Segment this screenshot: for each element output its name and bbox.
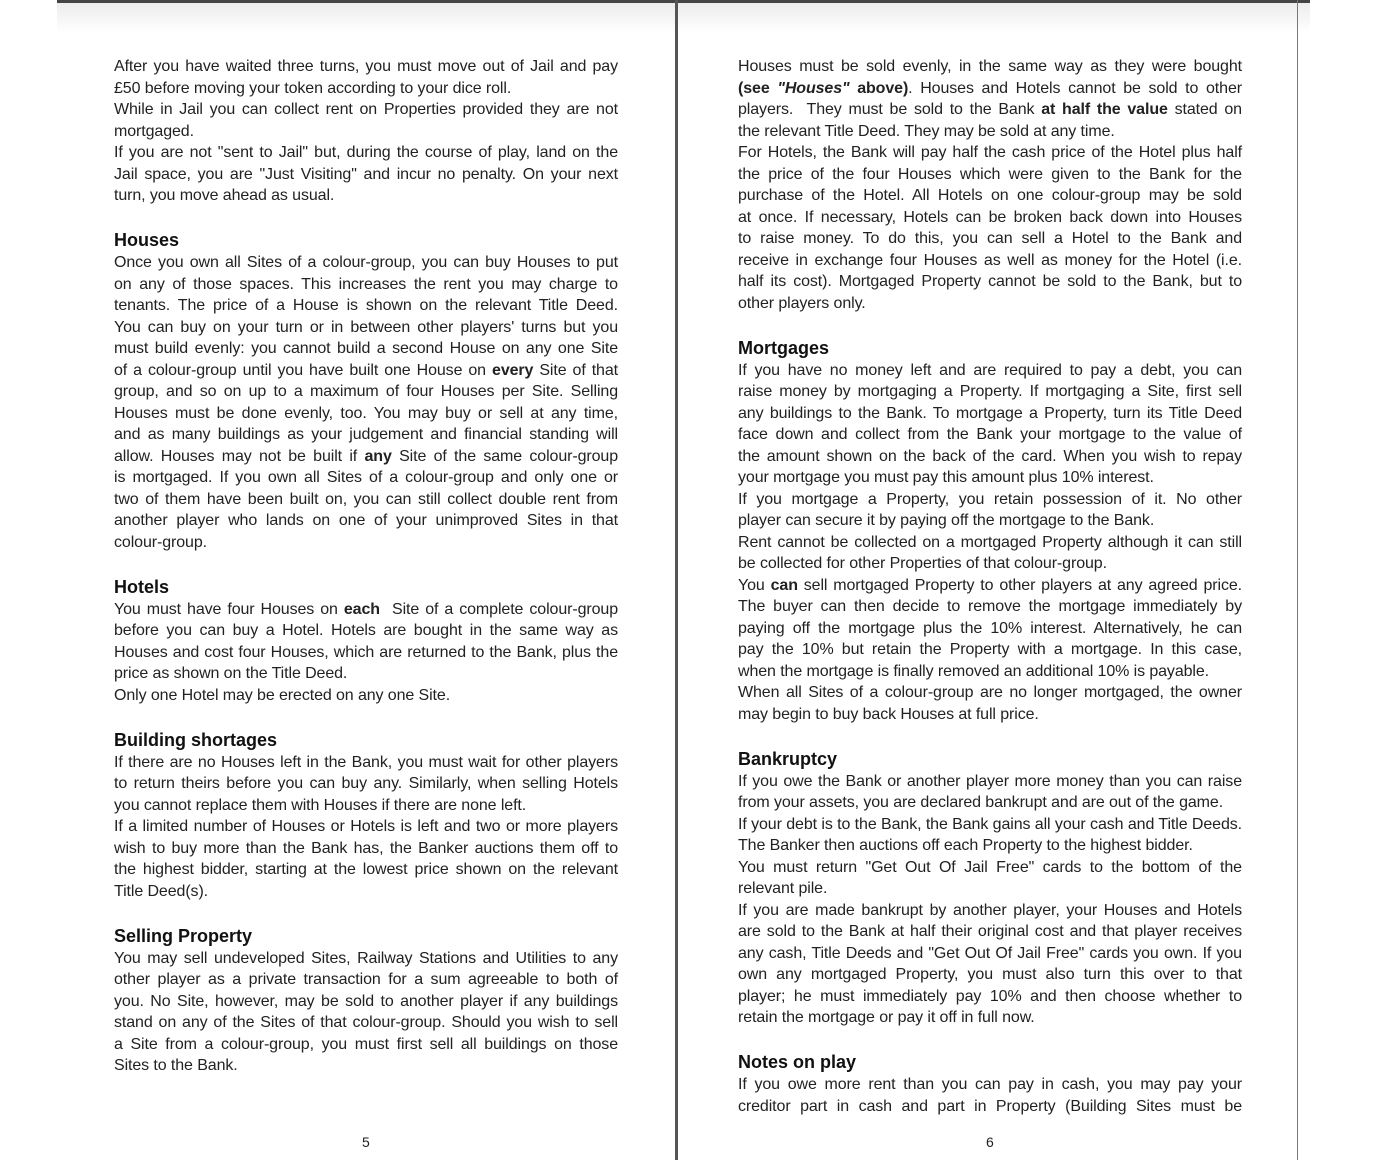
paragraph	[114, 752, 618, 817]
text-line: If you owe more rent than you can pay in cash, you may pay your	[738, 1076, 1242, 1093]
text-line: After you have waited three turns, you must move out of Jail and pay	[114, 58, 618, 75]
text-line: price as shown on the Title Deed.	[114, 665, 348, 682]
text-line: be collected for other Properties of that colour-group.	[738, 555, 1107, 572]
text-run: You	[738, 576, 771, 594]
text-line: If you are made bankrupt by another player, your Houses and Hotels	[738, 901, 1242, 919]
text-line: at once. If necessary, Hotels can be broken back down into Houses	[738, 208, 1242, 226]
page-number-5: 5	[362, 1134, 370, 1150]
text-line: before you can buy a Hotel. Hotels are bought in the same way as	[114, 622, 618, 639]
page-6-content	[738, 56, 1242, 1117]
text-line: is mortgaged. If you own all Sites of a colour-group and only one or	[114, 469, 618, 486]
emphasis-text: each	[343, 600, 380, 618]
paragraph	[114, 142, 618, 207]
section-heading: Selling Property	[114, 925, 253, 946]
section-heading: Building shortages	[114, 729, 278, 750]
text-line: any cash, Title Deeds and "Get Out Of Jail Free" cards you own. If you	[738, 944, 1242, 962]
text-run: . Houses and Hotels cannot be sold to other	[908, 79, 1242, 97]
text-line: are sold to the Bank at half their original cost and that player receives	[738, 923, 1242, 940]
text-line	[114, 360, 618, 382]
text-line: a Site from a colour-group, you must first sell all buildings on those	[114, 1035, 618, 1053]
text-line: the price of the four Houses which were given to the Bank for the	[738, 165, 1242, 183]
text-line: from your assets, you are declared bankrupt and are out of the game.	[738, 794, 1224, 811]
text-line: the relevant Title Deed. They may be sold at any time.	[738, 122, 1115, 140]
text-line: other player as a private transaction for a sum agreeable to both of	[114, 971, 618, 988]
text-line: half its cost). Mortgaged Property cannot be sold to the Bank, but to	[738, 273, 1242, 290]
text-line: may begin to buy back Houses at full price.	[738, 705, 1039, 723]
text-line: Sites to the Bank.	[114, 1057, 238, 1074]
paragraph	[114, 816, 618, 902]
text-line: Title Deed(s).	[114, 882, 209, 900]
text-line: group, and so on up to a maximum of four Houses per Site. Selling	[114, 383, 618, 400]
emphasis-text: "Houses"	[777, 79, 850, 97]
text-line: Jail space, you are "Just Visiting" and incur no penalty. On your next	[114, 165, 618, 183]
text-line: receive in exchange four Houses as well as money for the Hotel (i.e.	[738, 251, 1242, 269]
paragraph	[738, 360, 1242, 489]
text-line: face down and collect from the Bank your mortgage to the value of	[738, 426, 1242, 443]
section-heading: Notes on play	[738, 1052, 857, 1072]
text-line: your mortgage you must pay this amount plus 10% interest.	[738, 469, 1154, 486]
text-line	[738, 575, 1242, 597]
paragraph	[738, 142, 1242, 314]
paragraph	[738, 56, 1242, 142]
text-line: player; he must immediately pay 10% and then choose whether to	[738, 987, 1242, 1005]
paragraph	[738, 489, 1242, 532]
text-line: to raise money. To do this, you can sell a Hotel to the Bank and	[738, 230, 1242, 247]
text-line: another player who lands on one of your unimproved Sites in that	[114, 512, 618, 529]
text-line: £50 before moving your token according to your dice roll.	[114, 79, 512, 97]
section-heading: Houses	[114, 230, 180, 250]
paragraph	[114, 685, 618, 707]
text-line: While in Jail you can collect rent on Properties provided they are not	[114, 101, 618, 118]
paragraph	[738, 575, 1242, 683]
text-line: pay the 10% but retain the Property with a mortgage. In this case,	[738, 641, 1242, 658]
text-line: Houses must be sold evenly, in the same way as they were bought	[738, 58, 1242, 75]
text-run: stated on	[1167, 101, 1242, 118]
text-line: you cannot replace them with Houses if there are none left.	[114, 796, 527, 814]
text-line: If your debt is to the Bank, the Bank gains all your cash and Title Deeds.	[738, 815, 1242, 833]
text-line: If you mortgage a Property, you retain possession of it. No other	[738, 490, 1242, 508]
text-line: wish to buy more than the Bank has, the Banker auctions them off to	[114, 839, 618, 857]
text-line: when the mortgage is finally removed an additional 10% is payable.	[738, 662, 1210, 680]
text-run: allow. Houses may not be built if	[114, 447, 365, 465]
page-5-content	[114, 56, 618, 1077]
text-line: Rent cannot be collected on a mortgaged Property although it can still	[738, 533, 1242, 551]
paragraph	[114, 56, 618, 99]
viewer-top-shadow	[57, 3, 1310, 33]
text-line: paying off the mortgage plus the 10% interest. Alternatively, he can	[738, 619, 1242, 637]
text-line	[114, 446, 618, 468]
text-line: When all Sites of a colour-group are no longer mortgaged, the owner	[738, 684, 1242, 701]
text-line: If you are not "sent to Jail" but, during the course of play, land on the	[114, 144, 618, 161]
text-line: player can secure it by paying off the mortgage to the Bank.	[738, 512, 1155, 529]
page-number-6: 6	[986, 1134, 994, 1150]
paragraph	[114, 252, 618, 553]
text-run: players. They must be sold to the Bank	[738, 101, 1042, 118]
text-line: on any of those spaces. This increases the rent you may charge to	[114, 275, 618, 293]
text-line: The buyer can then decide to remove the mortgage immediately by	[738, 598, 1242, 615]
section-heading: Mortgages	[738, 337, 830, 358]
emphasis-text: can	[770, 576, 798, 594]
text-line: the highest bidder, starting at the lowest price shown on the relevant	[114, 861, 618, 878]
section-heading: Hotels	[114, 576, 170, 597]
text-line: raise money by mortgaging a Property. If mortgaging a Site, first sell	[738, 383, 1242, 400]
text-line: The Banker then auctions off each Property to the highest bidder.	[738, 837, 1193, 854]
paragraph	[738, 682, 1242, 725]
text-line	[114, 599, 618, 621]
text-run: You must have four Houses on	[114, 600, 344, 618]
emphasis-text: above)	[849, 79, 909, 97]
text-run: Site of a complete colour-group	[379, 600, 618, 618]
text-line: If you have no money left and are required to pay a debt, you can	[738, 361, 1242, 379]
page-divider	[675, 0, 678, 1160]
paragraph	[114, 599, 618, 685]
text-line: If there are no Houses left in the Bank, you must wait for other players	[114, 753, 618, 771]
emphasis-text: at half the value	[1041, 101, 1168, 118]
text-line: to return theirs before you can buy any. Similarly, when selling Hotels	[114, 775, 618, 792]
text-line: stand on any of the Sites of that colour-group. Should you wish to sell	[114, 1014, 618, 1031]
text-line: Houses and cost four Houses, which are returned to the Bank, plus the	[114, 643, 618, 661]
paragraph	[738, 814, 1242, 857]
text-line: You may sell undeveloped Sites, Railway Stations and Utilities to any	[114, 949, 618, 967]
text-line	[738, 99, 1242, 121]
paragraph	[738, 532, 1242, 575]
text-line: any buildings to the Bank. To mortgage a Property, turn its Title Deed	[738, 404, 1242, 422]
text-line: and as many buildings as your judgement and financial standing will	[114, 426, 618, 443]
text-run: Site of the same colour-group	[391, 447, 619, 465]
text-line: If you owe the Bank or another player more money than you can raise	[738, 772, 1242, 790]
text-line: other players only.	[738, 294, 866, 312]
emphasis-text: (see	[738, 79, 778, 97]
text-run: Site of that	[533, 361, 619, 379]
paragraph	[738, 771, 1242, 814]
section-heading: Bankruptcy	[738, 748, 838, 769]
text-line: retain the mortgage or pay it off in full now.	[738, 1009, 1035, 1026]
text-line: Houses must be done evenly, too. You may buy or sell at any time,	[114, 404, 618, 422]
text-line: Only one Hotel may be erected on any one Site.	[114, 686, 451, 704]
paragraph	[738, 1074, 1242, 1117]
text-line: the amount shown on the back of the card. When you wish to repay	[738, 447, 1242, 465]
text-line: turn, you move ahead as usual.	[114, 187, 335, 204]
text-line: own any mortgaged Property, you must also turn this over to that	[738, 966, 1242, 983]
text-line: relevant pile.	[738, 880, 828, 897]
text-line: colour-group.	[114, 533, 207, 551]
text-line: you. No Site, however, may be sold to another player if any buildings	[114, 992, 618, 1010]
paragraph	[114, 948, 618, 1077]
text-line: purchase of the Hotel. All Hotels on one colour-group may be sold	[738, 187, 1242, 204]
text-line: You must return "Get Out Of Jail Free" cards to the bottom of the	[738, 858, 1242, 876]
text-line: two of them have been built on, you can still collect double rent from	[114, 490, 618, 508]
text-run: of a colour-group until you have built one House on	[114, 361, 493, 379]
text-line: creditor part in cash and part in Property (Building Sites must be	[738, 1097, 1242, 1115]
page-right-border	[1297, 0, 1298, 1160]
emphasis-text: any	[364, 447, 392, 465]
text-line: You can buy on your turn or in between other players' turns but you	[114, 318, 618, 336]
text-line	[738, 78, 1242, 100]
text-line: If a limited number of Houses or Hotels is left and two or more players	[114, 818, 618, 835]
text-line: Once you own all Sites of a colour-group, you can buy Houses to put	[114, 254, 618, 271]
paragraph	[738, 857, 1242, 900]
text-line: must build evenly: you cannot build a second House on any one Site	[114, 340, 618, 357]
text-run: sell mortgaged Property to other players at any agreed price.	[797, 576, 1243, 594]
text-line: mortgaged.	[114, 122, 194, 140]
paragraph	[114, 99, 618, 142]
paragraph	[738, 900, 1242, 1029]
text-line: tenants. The price of a House is shown on the relevant Title Deed.	[114, 297, 618, 314]
emphasis-text: every	[492, 361, 534, 379]
text-line: For Hotels, the Bank will pay half the cash price of the Hotel plus half	[738, 144, 1242, 161]
